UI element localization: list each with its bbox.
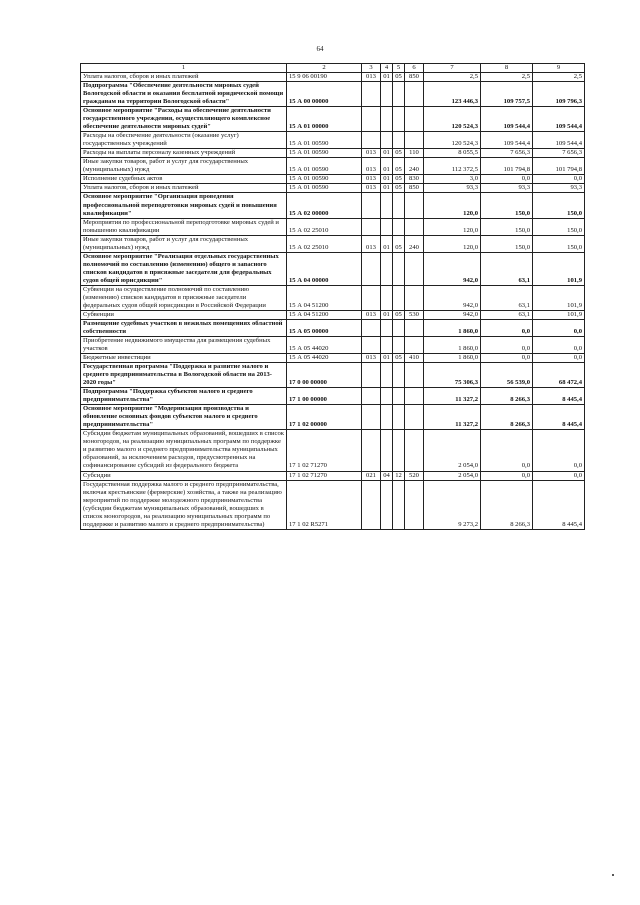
row-c3: 013 bbox=[362, 310, 381, 319]
table-row bbox=[81, 405, 585, 430]
row-c3: 013 bbox=[362, 184, 381, 193]
row-name: Основное мероприятие "Расходы на обеспечение деятельности государственного учреждения, осуществляющего комплексное обеспечение деятельности мировых судей" bbox=[81, 107, 287, 132]
row-c5 bbox=[393, 193, 405, 218]
table-row bbox=[81, 388, 585, 405]
row-c6 bbox=[405, 193, 424, 218]
row-c3 bbox=[362, 252, 381, 285]
row-v7: 942,0 bbox=[424, 285, 481, 310]
row-c5 bbox=[393, 107, 405, 132]
row-code: 17 0 00 00000 bbox=[287, 363, 362, 388]
row-c3 bbox=[362, 480, 381, 529]
row-c3 bbox=[362, 388, 381, 405]
row-c4 bbox=[381, 252, 393, 285]
row-c3 bbox=[362, 430, 381, 471]
row-c4: 01 bbox=[381, 158, 393, 175]
table-row bbox=[81, 430, 585, 471]
budget-table bbox=[80, 63, 585, 530]
row-v7: 112 372,5 bbox=[424, 158, 481, 175]
header-cell: 6 bbox=[405, 64, 424, 73]
row-v8: 109 757,5 bbox=[481, 82, 533, 107]
row-code: 15 А 04 51200 bbox=[287, 285, 362, 310]
row-v7: 11 327,2 bbox=[424, 388, 481, 405]
row-c4 bbox=[381, 319, 393, 336]
row-v8: 150,0 bbox=[481, 193, 533, 218]
row-name: Государственная поддержка малого и среднего предпринимательства, включая крестьянские (фермерские) хозяйства, а также на реализацию мероприятий по поддержке молодежного предпринимательства (субсидии бюджетам муниципальных образований, вошедших в список моногородов, на реализацию муниципальных программ по поддержке и развитию малого и среднего предпринимательства) bbox=[81, 480, 287, 529]
row-v7: 120,0 bbox=[424, 235, 481, 252]
row-v7: 2,5 bbox=[424, 73, 481, 82]
row-c4: 01 bbox=[381, 235, 393, 252]
row-code: 15 А 01 00590 bbox=[287, 184, 362, 193]
row-c6 bbox=[405, 319, 424, 336]
row-c5 bbox=[393, 132, 405, 149]
row-c5: 05 bbox=[393, 149, 405, 158]
header-row bbox=[81, 64, 585, 73]
row-code: 15 А 02 00000 bbox=[287, 193, 362, 218]
row-c4 bbox=[381, 405, 393, 430]
header-cell: 4 bbox=[381, 64, 393, 73]
row-c6 bbox=[405, 337, 424, 354]
row-v9: 0,0 bbox=[533, 354, 585, 363]
row-v7: 1 860,0 bbox=[424, 337, 481, 354]
row-v9: 109 544,4 bbox=[533, 107, 585, 132]
row-c3 bbox=[362, 132, 381, 149]
row-c4: 01 bbox=[381, 354, 393, 363]
row-c6 bbox=[405, 82, 424, 107]
header-cell: 7 bbox=[424, 64, 481, 73]
row-c5: 05 bbox=[393, 73, 405, 82]
row-code: 15 А 04 51200 bbox=[287, 310, 362, 319]
row-c5 bbox=[393, 252, 405, 285]
row-code: 17 1 02 R5271 bbox=[287, 480, 362, 529]
header-cell: 2 bbox=[287, 64, 362, 73]
row-c5: 05 bbox=[393, 310, 405, 319]
row-c6 bbox=[405, 405, 424, 430]
row-v8: 8 266,3 bbox=[481, 405, 533, 430]
row-c4 bbox=[381, 285, 393, 310]
table-row bbox=[81, 471, 585, 480]
row-v9: 0,0 bbox=[533, 319, 585, 336]
row-c6 bbox=[405, 107, 424, 132]
row-v8: 0,0 bbox=[481, 430, 533, 471]
row-c5 bbox=[393, 388, 405, 405]
row-c5 bbox=[393, 363, 405, 388]
row-v8: 0,0 bbox=[481, 337, 533, 354]
row-v7: 9 273,2 bbox=[424, 480, 481, 529]
row-v7: 123 446,3 bbox=[424, 82, 481, 107]
row-code: 15 А 05 00000 bbox=[287, 319, 362, 336]
row-c6: 110 bbox=[405, 149, 424, 158]
row-v7: 120 524,3 bbox=[424, 132, 481, 149]
row-v8: 109 544,4 bbox=[481, 107, 533, 132]
row-v7: 11 327,2 bbox=[424, 405, 481, 430]
row-v9: 101,9 bbox=[533, 252, 585, 285]
row-v9: 109 796,3 bbox=[533, 82, 585, 107]
row-name: Субсидии bbox=[81, 471, 287, 480]
row-c5 bbox=[393, 430, 405, 471]
header-cell: 8 bbox=[481, 64, 533, 73]
table-row bbox=[81, 319, 585, 336]
row-c4 bbox=[381, 107, 393, 132]
row-v9: 101,9 bbox=[533, 285, 585, 310]
row-code: 15 А 01 00590 bbox=[287, 158, 362, 175]
table-row bbox=[81, 184, 585, 193]
row-c5 bbox=[393, 337, 405, 354]
row-c3 bbox=[362, 337, 381, 354]
header-cell: 3 bbox=[362, 64, 381, 73]
row-v9: 8 445,4 bbox=[533, 405, 585, 430]
row-v8: 56 539,0 bbox=[481, 363, 533, 388]
row-c3 bbox=[362, 405, 381, 430]
row-c4 bbox=[381, 193, 393, 218]
row-name: Субвенции bbox=[81, 310, 287, 319]
row-c3: 021 bbox=[362, 471, 381, 480]
row-c6: 520 bbox=[405, 471, 424, 480]
row-v8: 0,0 bbox=[481, 319, 533, 336]
row-v8: 150,0 bbox=[481, 218, 533, 235]
row-v9: 8 445,4 bbox=[533, 388, 585, 405]
row-c3 bbox=[362, 107, 381, 132]
row-v9: 2,5 bbox=[533, 73, 585, 82]
row-c4 bbox=[381, 218, 393, 235]
row-c4: 01 bbox=[381, 73, 393, 82]
table-row bbox=[81, 149, 585, 158]
row-name: Подпрограмма "Поддержка субъектов малого и среднего предпринимательства" bbox=[81, 388, 287, 405]
row-name: Основное мероприятие "Организация проведения профессиональной переподготовки мировых судей и повышения квалификации" bbox=[81, 193, 287, 218]
table-row bbox=[81, 337, 585, 354]
row-c6: 410 bbox=[405, 354, 424, 363]
row-v9: 0,0 bbox=[533, 337, 585, 354]
row-v9: 93,3 bbox=[533, 184, 585, 193]
row-c6: 530 bbox=[405, 310, 424, 319]
row-c6: 850 bbox=[405, 73, 424, 82]
table-row bbox=[81, 193, 585, 218]
row-c5: 05 bbox=[393, 175, 405, 184]
row-c5: 05 bbox=[393, 158, 405, 175]
row-c3: 013 bbox=[362, 175, 381, 184]
row-v7: 120,0 bbox=[424, 193, 481, 218]
row-code: 15 А 01 00590 bbox=[287, 132, 362, 149]
table-row bbox=[81, 73, 585, 82]
row-v7: 8 055,5 bbox=[424, 149, 481, 158]
row-v7: 1 860,0 bbox=[424, 354, 481, 363]
row-code: 17 1 02 00000 bbox=[287, 405, 362, 430]
row-v7: 120 524,3 bbox=[424, 107, 481, 132]
row-v8: 93,3 bbox=[481, 184, 533, 193]
row-v9: 0,0 bbox=[533, 175, 585, 184]
row-v9: 150,0 bbox=[533, 218, 585, 235]
row-c3 bbox=[362, 82, 381, 107]
row-code: 15 А 05 44020 bbox=[287, 337, 362, 354]
table-row bbox=[81, 82, 585, 107]
row-name: Субвенции на осуществление полномочий по составлению (изменению) списков кандидатов в присяжные заседатели федеральных судов общей юрисдикции в Российской Федерации bbox=[81, 285, 287, 310]
row-c6 bbox=[405, 132, 424, 149]
row-c5 bbox=[393, 319, 405, 336]
row-c5 bbox=[393, 285, 405, 310]
row-name: Уплата налогов, сборов и иных платежей bbox=[81, 184, 287, 193]
row-name: Субсидии бюджетам муниципальных образований, вошедших в список моногородов, на реализацию муниципальных программ по поддержке и развитию малого и среднего предпринимательства муниципальных образований, за исключением расходов, предусмотренных на софинансирование субсидий из федерального бюджета bbox=[81, 430, 287, 471]
row-c5: 05 bbox=[393, 184, 405, 193]
header-cell: 9 bbox=[533, 64, 585, 73]
row-v9: 7 656,3 bbox=[533, 149, 585, 158]
table-row bbox=[81, 252, 585, 285]
row-c3: 013 bbox=[362, 73, 381, 82]
row-code: 15 А 00 00000 bbox=[287, 82, 362, 107]
row-c4: 01 bbox=[381, 175, 393, 184]
row-c4 bbox=[381, 337, 393, 354]
row-v7: 120,0 bbox=[424, 218, 481, 235]
row-c4 bbox=[381, 388, 393, 405]
row-name: Приобретение недвижимого имущества для размещения судебных участков bbox=[81, 337, 287, 354]
row-v8: 0,0 bbox=[481, 471, 533, 480]
row-name: Расходы на обеспечение деятельности (оказание услуг) государственных учреждений bbox=[81, 132, 287, 149]
row-c4 bbox=[381, 363, 393, 388]
row-v9: 109 544,4 bbox=[533, 132, 585, 149]
row-c5 bbox=[393, 480, 405, 529]
table-row bbox=[81, 310, 585, 319]
row-v9: 68 472,4 bbox=[533, 363, 585, 388]
row-v9: 150,0 bbox=[533, 193, 585, 218]
row-v7: 93,3 bbox=[424, 184, 481, 193]
row-v8: 2,5 bbox=[481, 73, 533, 82]
row-c6 bbox=[405, 480, 424, 529]
row-v8: 0,0 bbox=[481, 354, 533, 363]
row-c5 bbox=[393, 405, 405, 430]
row-code: 17 1 02 71270 bbox=[287, 471, 362, 480]
row-v7: 942,0 bbox=[424, 310, 481, 319]
row-code: 15 А 05 44020 bbox=[287, 354, 362, 363]
page-number: 64 bbox=[316, 45, 324, 53]
row-c3: 013 bbox=[362, 354, 381, 363]
row-c3: 013 bbox=[362, 235, 381, 252]
row-name: Исполнение судебных актов bbox=[81, 175, 287, 184]
row-c6 bbox=[405, 218, 424, 235]
row-v8: 0,0 bbox=[481, 175, 533, 184]
row-code: 15 9 06 00190 bbox=[287, 73, 362, 82]
row-v8: 8 266,3 bbox=[481, 388, 533, 405]
row-name: Бюджетные инвестиции bbox=[81, 354, 287, 363]
row-c6: 240 bbox=[405, 158, 424, 175]
row-v9: 8 445,4 bbox=[533, 480, 585, 529]
row-v9: 101,9 bbox=[533, 310, 585, 319]
row-c4: 01 bbox=[381, 184, 393, 193]
row-c6 bbox=[405, 388, 424, 405]
row-code: 15 А 04 00000 bbox=[287, 252, 362, 285]
row-name: Мероприятия по профессиональной переподготовке мировых судей и повышению квалификации bbox=[81, 218, 287, 235]
table-row bbox=[81, 480, 585, 529]
row-c4: 01 bbox=[381, 149, 393, 158]
row-name: Иные закупки товаров, работ и услуг для государственных (муниципальных) нужд bbox=[81, 158, 287, 175]
row-c4 bbox=[381, 480, 393, 529]
scan-speck bbox=[612, 874, 614, 876]
table-row bbox=[81, 175, 585, 184]
row-c5 bbox=[393, 82, 405, 107]
row-name: Уплата налогов, сборов и иных платежей bbox=[81, 73, 287, 82]
header-cell: 1 bbox=[81, 64, 287, 73]
row-c6 bbox=[405, 285, 424, 310]
row-code: 17 1 00 00000 bbox=[287, 388, 362, 405]
table-row bbox=[81, 354, 585, 363]
row-v7: 2 054,0 bbox=[424, 471, 481, 480]
row-code: 15 А 02 25010 bbox=[287, 218, 362, 235]
row-c5: 05 bbox=[393, 354, 405, 363]
row-v8: 8 266,3 bbox=[481, 480, 533, 529]
row-v8: 63,1 bbox=[481, 252, 533, 285]
row-c4 bbox=[381, 82, 393, 107]
table-row bbox=[81, 107, 585, 132]
row-v8: 101 794,8 bbox=[481, 158, 533, 175]
row-name: Размещение судебных участков в нежилых помещениях областной собственности bbox=[81, 319, 287, 336]
row-c3 bbox=[362, 363, 381, 388]
row-name: Расходы на выплаты персоналу казенных учреждений bbox=[81, 149, 287, 158]
row-v8: 150,0 bbox=[481, 235, 533, 252]
row-c3 bbox=[362, 319, 381, 336]
row-name: Основное мероприятие "Реализация отдельных государственных полномочий по составлению (изменению) общего и запасного списков кандидатов в присяжные заседатели для федеральных судов общей юрисдикции" bbox=[81, 252, 287, 285]
row-v8: 63,1 bbox=[481, 310, 533, 319]
table-row bbox=[81, 363, 585, 388]
row-v7: 942,0 bbox=[424, 252, 481, 285]
header-cell: 5 bbox=[393, 64, 405, 73]
row-c6: 830 bbox=[405, 175, 424, 184]
row-v9: 150,0 bbox=[533, 235, 585, 252]
row-c3 bbox=[362, 218, 381, 235]
row-code: 15 А 01 00000 bbox=[287, 107, 362, 132]
row-c5: 12 bbox=[393, 471, 405, 480]
row-code: 15 А 01 00590 bbox=[287, 175, 362, 184]
table-row bbox=[81, 235, 585, 252]
row-name: Подпрограмма "Обеспечение деятельности мировых судей Вологодской области и оказания бесплатной юридической помощи гражданам на территории Вологодской области" bbox=[81, 82, 287, 107]
row-c4: 01 bbox=[381, 310, 393, 319]
row-name: Иные закупки товаров, работ и услуг для государственных (муниципальных) нужд bbox=[81, 235, 287, 252]
table-row bbox=[81, 285, 585, 310]
row-c3: 013 bbox=[362, 158, 381, 175]
row-code: 15 А 02 25010 bbox=[287, 235, 362, 252]
row-v7: 2 054,0 bbox=[424, 430, 481, 471]
row-c5 bbox=[393, 218, 405, 235]
row-c6: 850 bbox=[405, 184, 424, 193]
row-c6 bbox=[405, 363, 424, 388]
row-v9: 0,0 bbox=[533, 430, 585, 471]
row-c4: 04 bbox=[381, 471, 393, 480]
row-name: Государственная программа "Поддержка и развитие малого и среднего предпринимательства в Вологодской области на 2013-2020 годы" bbox=[81, 363, 287, 388]
row-c4 bbox=[381, 430, 393, 471]
row-c6 bbox=[405, 430, 424, 471]
row-c4 bbox=[381, 132, 393, 149]
table-row bbox=[81, 218, 585, 235]
row-v7: 1 860,0 bbox=[424, 319, 481, 336]
row-v7: 3,0 bbox=[424, 175, 481, 184]
row-c3 bbox=[362, 193, 381, 218]
row-v7: 75 306,3 bbox=[424, 363, 481, 388]
row-v9: 101 794,8 bbox=[533, 158, 585, 175]
row-name: Основное мероприятие "Модернизация производства и обновление основных фондов субъектов малого и среднего предпринимательства" bbox=[81, 405, 287, 430]
row-code: 17 1 02 71270 bbox=[287, 430, 362, 471]
row-c5: 05 bbox=[393, 235, 405, 252]
row-v8: 63,1 bbox=[481, 285, 533, 310]
table-row bbox=[81, 132, 585, 149]
row-c6 bbox=[405, 252, 424, 285]
row-c6: 240 bbox=[405, 235, 424, 252]
row-code: 15 А 01 00590 bbox=[287, 149, 362, 158]
row-v8: 109 544,4 bbox=[481, 132, 533, 149]
row-c3 bbox=[362, 285, 381, 310]
row-c3: 013 bbox=[362, 149, 381, 158]
row-v9: 0,0 bbox=[533, 471, 585, 480]
row-v8: 7 656,3 bbox=[481, 149, 533, 158]
table-row bbox=[81, 158, 585, 175]
